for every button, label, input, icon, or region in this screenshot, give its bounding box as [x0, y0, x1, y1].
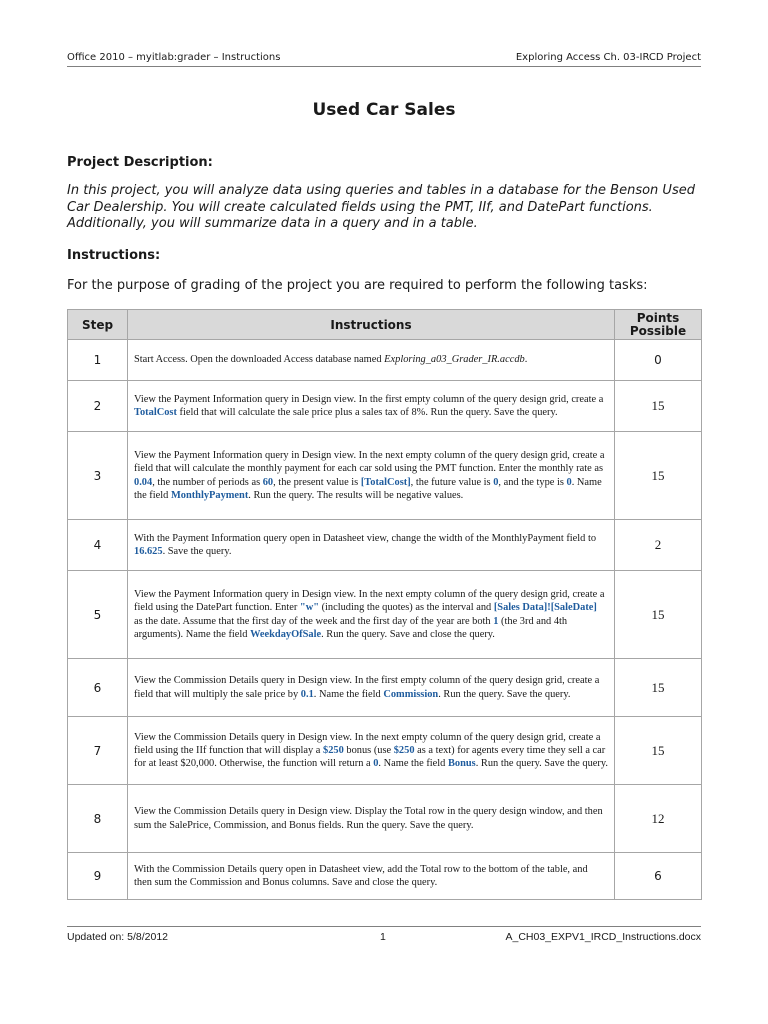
points-cell: 6 — [615, 853, 702, 900]
step-cell: 8 — [68, 785, 128, 853]
instruction-text: as the date. Assume that the first day of the week and the first day of the year are both — [134, 615, 494, 627]
instruction-text: View the Payment Information query in Design view. In the next empty column of the query design grid, create a field that will calculate the monthly payment for each car sold using the PMT function. Enter the monthly rate as — [134, 449, 605, 475]
footer-updated: Updated on: 5/8/2012 — [67, 931, 169, 943]
highlighted-value: TotalCost — [134, 407, 177, 418]
highlighted-value: $250 — [323, 744, 344, 756]
instruction-cell — [128, 659, 615, 717]
table-row — [68, 785, 702, 853]
instruction-text: . Run the query. Save the query. — [438, 688, 571, 700]
instruction-text: , and the type is — [498, 476, 567, 488]
table-row — [68, 659, 702, 717]
instruction-text: With the Payment Information query open in Datasheet view, change the width of the MonthlyPayment field to — [134, 532, 597, 544]
header-right: Exploring Access Ch. 03-IRCD Project — [515, 52, 701, 63]
project-description-text: In this project, you will analyze data using queries and tables in a database for the Benson Used Car Dealership. You will create calculated fields using the PMT, IIf, and DatePart functions. Additionally, you will summarize data in a query and in a table. — [67, 183, 695, 231]
highlighted-value: MonthlyPayment — [170, 489, 249, 501]
highlighted-value: 0.04 — [134, 476, 153, 488]
instruction-text: , the present value is — [273, 476, 361, 488]
instruction-text: (the 3rd and 4th arguments). Name the field — [134, 615, 568, 640]
highlighted-value: "w" — [299, 602, 319, 614]
instruction-text: . — [524, 354, 528, 366]
table-row — [68, 717, 702, 785]
instructions-column-header: Instructions — [128, 310, 615, 340]
highlighted-value: Bonus — [447, 758, 476, 770]
instructions-heading: Instructions: — [67, 248, 161, 263]
instruction-text: (including the quotes) as the interval and — [318, 602, 494, 614]
table-header-row — [68, 310, 702, 340]
instruction-text: , the number of periods as — [152, 476, 263, 488]
instruction-text: . Name the field — [378, 758, 448, 770]
highlighted-value: 0.1 — [300, 688, 314, 700]
table-row — [68, 520, 702, 571]
points-cell: 15 — [615, 571, 702, 659]
points-cell: 2 — [615, 520, 702, 571]
instruction-cell — [128, 520, 615, 571]
table-row — [68, 381, 702, 432]
highlighted-value: [Sales Data]![SaleDate] — [493, 602, 597, 614]
instructions-lead: For the purpose of grading of the project you are required to perform the following tasks: — [67, 278, 648, 293]
instruction-text: . Run the query. The results will be negative values. — [248, 489, 464, 501]
highlighted-value: 60 — [262, 476, 274, 488]
highlighted-value: 0 — [373, 758, 379, 770]
file-name: Exploring_a03_Grader_IR.accdb — [384, 354, 525, 366]
highlighted-value: [TotalCost] — [360, 476, 411, 488]
step-cell: 7 — [68, 717, 128, 785]
step-column-header: Step — [68, 310, 128, 340]
instruction-text: field that will calculate the sale price plus a sales tax of 8%. Run the query. Save the query. — [176, 407, 558, 418]
instruction-text: View the Commission Details query in Design view. In the first empty column of the query design grid, create a field that will multiply the sale price by — [134, 675, 600, 700]
instruction-text: , the future value is — [410, 476, 494, 488]
instruction-text: . Run the query. Save and close the query. — [321, 628, 495, 640]
instruction-text: . Run the query. Save the query. — [475, 758, 608, 770]
step-cell: 5 — [68, 571, 128, 659]
footer-filename: A_CH03_EXPV1_IRCD_Instructions.docx — [505, 931, 701, 943]
instruction-cell — [128, 340, 615, 381]
highlighted-value: WeekdayOfSale — [250, 628, 322, 640]
instruction-cell — [128, 381, 615, 432]
highlighted-value: 16.625 — [134, 546, 163, 557]
step-cell: 4 — [68, 520, 128, 571]
points-cell: 12 — [615, 785, 702, 853]
highlighted-value: $250 — [393, 744, 415, 756]
step-cell: 9 — [68, 853, 128, 900]
step-cell: 1 — [68, 340, 128, 381]
table-row — [68, 571, 702, 659]
instruction-text: Start Access. Open the downloaded Access database named — [134, 354, 385, 366]
instruction-text: View the Payment Information query in Design view. In the next empty column of the query design grid, create a field using the DatePart function. Enter — [134, 588, 605, 614]
table-row — [68, 432, 702, 520]
instruction-text: . Name the field — [313, 688, 384, 700]
instruction-text: as a text) for agents every time they sell a car for at least $20,000. Otherwise, the function will return a — [134, 744, 606, 770]
project-description-heading: Project Description: — [67, 155, 213, 170]
highlighted-value: Commission — [383, 688, 439, 700]
points-cell: 15 — [615, 381, 702, 432]
page-title: Used Car Sales — [312, 100, 456, 120]
step-cell: 6 — [68, 659, 128, 717]
instruction-text: View the Commission Details query in Design view. Display the Total row in the query design window, and then sum the SalePrice, Commission, and Bonus fields. Run the query. Save the query. — [134, 806, 603, 831]
points-column-header: Points Possible — [615, 310, 702, 340]
table-row — [68, 853, 702, 900]
instruction-text: bonus (use — [343, 744, 394, 756]
points-cell: 15 — [615, 717, 702, 785]
instructions-table — [67, 309, 702, 900]
step-cell: 2 — [68, 381, 128, 432]
highlighted-value: 0 — [566, 476, 572, 488]
instruction-cell — [128, 717, 615, 785]
footer-page-number: 1 — [380, 931, 386, 943]
page-header — [67, 52, 701, 67]
instruction-text: . Name the field — [134, 476, 602, 501]
instruction-cell — [128, 571, 615, 659]
page-footer — [67, 926, 701, 943]
points-cell: 15 — [615, 659, 702, 717]
instruction-text: . Save the query. — [162, 546, 232, 557]
header-left: Office 2010 – myitlab:grader – Instructions — [67, 52, 281, 63]
instruction-cell — [128, 785, 615, 853]
points-cell: 0 — [615, 340, 702, 381]
table-row — [68, 340, 702, 381]
highlighted-value: 1 — [493, 615, 499, 627]
step-cell: 3 — [68, 432, 128, 520]
highlighted-value: 0 — [493, 476, 499, 488]
instruction-text: View the Payment Information query in Design view. In the first empty column of the query design grid, create a — [134, 393, 604, 405]
points-cell: 15 — [615, 432, 702, 520]
instruction-text: View the Commission Details query in Design view. In the next empty column of the query design grid, create a field using the IIf function that will display a — [134, 731, 601, 756]
instruction-cell — [128, 432, 615, 520]
instruction-text: With the Commission Details query open in Datasheet view, add the Total row to the bottom of the table, and then sum the Commission and Bonus columns. Save and close the query. — [134, 863, 588, 888]
instruction-cell — [128, 853, 615, 900]
